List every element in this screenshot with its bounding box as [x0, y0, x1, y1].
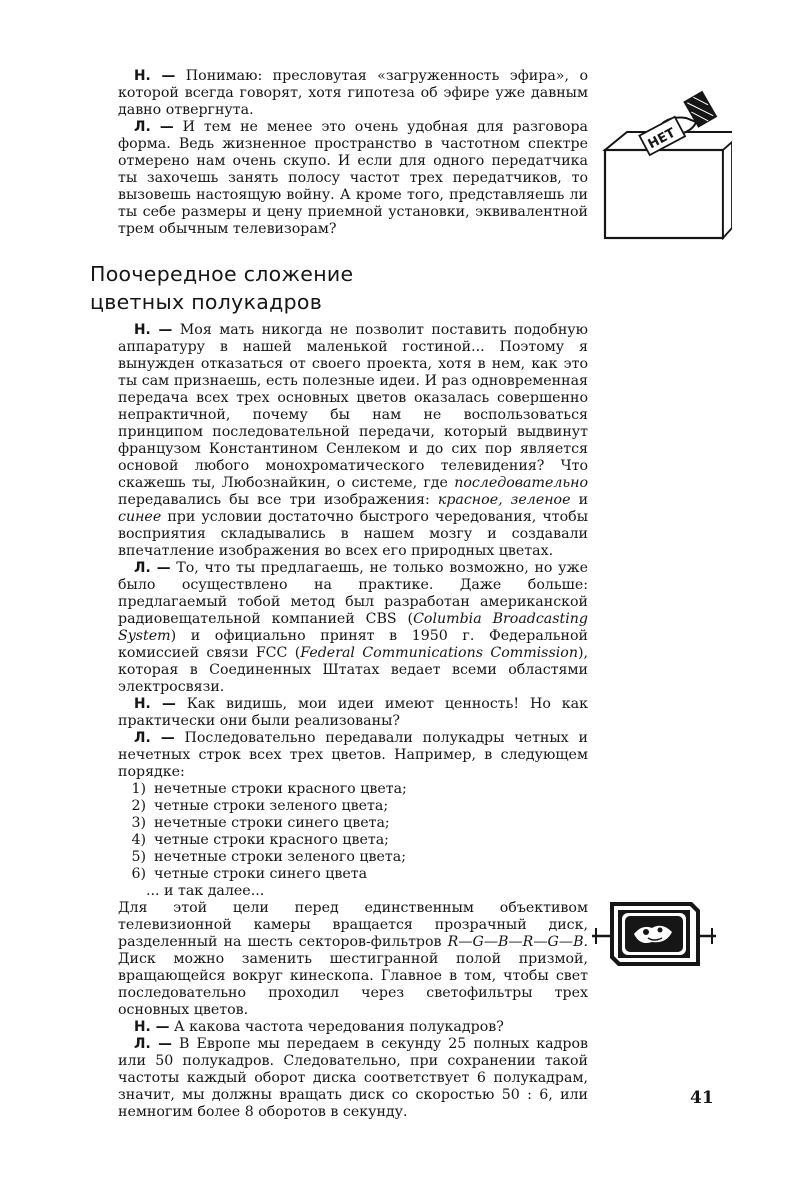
paragraph-text: Моя мать никогда не позволит поставить подобную аппаратуру в нашей маленькой гостиной... Поэтому я вынужден отказаться от своего проекта, хотя в нем, как это ты сам признаешь, есть полезные идеи. И раз одновременная передача всех трех основных цветов оказалась совершенно непрактичной, почему бы нам не воспользоваться принципом последовательной передачи, который выдвинут французом Константином Сенлеком и до сих пор является основой любого монохроматического телевидения? Что скажешь ты, Любознайкин, о системе, где — [118, 322, 589, 491]
speaker-l-label: Л. — — [134, 1036, 172, 1052]
list-item — [118, 815, 588, 832]
ballot-box-illustration — [598, 88, 732, 244]
list-text: четные строки красного цвета; — [154, 832, 389, 848]
list-item — [118, 866, 588, 883]
heading-line-2: цветных полукадров — [90, 290, 323, 314]
paragraph-l-spectrum — [118, 119, 588, 238]
speaker-l-label: Л. — — [134, 730, 175, 746]
list-number: 5) — [131, 849, 146, 865]
speaker-n-label: Н. — — [134, 1019, 170, 1035]
paragraph-text: ), которая в Соединенных Штатах ведает всеми областями электросвязи. — [118, 645, 589, 695]
speaker-n-label: Н. — — [134, 322, 173, 338]
list-item — [118, 832, 588, 849]
page-number: 41 — [690, 1088, 714, 1108]
list-item — [118, 798, 588, 815]
paragraph-text: Как видишь, мои идеи имеют ценность! Но как практически они были реализованы? — [118, 696, 589, 729]
list-item — [118, 849, 588, 866]
paragraph-text: А какова частота чередования полукадров? — [173, 1019, 504, 1035]
speaker-l-label: Л. — — [134, 560, 171, 576]
tv-prism-illustration — [592, 894, 716, 974]
list-number: 4) — [131, 832, 146, 848]
list-text: четные строки зеленого цвета; — [154, 798, 389, 814]
paragraph-n-ideas — [118, 696, 588, 730]
paragraph-n-ether — [118, 68, 588, 119]
paragraph-text: И тем не менее это очень удобная для разговора форма. Ведь жизненное пространство в частотном спектре отмерено нам очень скупо. И если для одного передатчика ты захочешь занять полосу частот трех передатчиков, то вызовешь настоящую войну. А кроме того, представляешь ли ты себе размеры и цену приемной установки, эквивалентной трем обычным телевизорам? — [118, 119, 588, 237]
paragraph-text: То, что ты предлагаешь, не только возможно, но уже было осуществлено на практике. Даже больше: предлагаемый тобой метод был разработан американской радиовещательной компанией CBS ( — [118, 560, 588, 627]
list-number: 3) — [131, 815, 146, 831]
paragraph-text: Диск можно заменить шестигранной полой призмой, вращающейся вокруг кинескопа. Главное в том, чтобы свет последовательно проходил через светофильтры трех основных цветов. — [118, 951, 588, 1018]
list-text: четные строки синего цвета — [154, 866, 368, 882]
paragraph-n-frequency — [118, 1019, 588, 1036]
paragraph-text: при условии достаточно быстрого чередования, чтобы восприятия складывались в нашем мозгу и создавали впечатление изображения во всех его природных цветах. — [118, 509, 588, 559]
list-item — [118, 781, 588, 798]
list-number: 2) — [131, 798, 146, 814]
main-dialogue — [118, 322, 588, 1121]
paragraph-l-cbs — [118, 560, 588, 696]
paragraph-l-order — [118, 730, 588, 781]
field-sequence-list — [118, 781, 588, 883]
ballot-label: НЕТ — [645, 125, 679, 153]
paragraph-n-sequential — [118, 322, 588, 560]
speaker-n-label: Н. — — [134, 68, 176, 84]
emphasis-text: последовательно — [454, 475, 588, 491]
paragraph-l-europe — [118, 1036, 588, 1121]
paragraph-text: В Европе мы передаем в секунду 25 полных кадров или 50 полукадров. Следовательно, при сохранении такой частоты каждый оборот диска соответствует 6 полукадрам, значит, мы должны вращать диск со скоростью 50 : 6, или немногим более 8 оборотов в секунду. — [118, 1036, 588, 1120]
emphasis-text: Federal Communications Commission — [300, 645, 578, 661]
list-text: нечетные строки красного цвета; — [154, 781, 407, 797]
paragraph-text: передавались бы все три изображения: — [118, 492, 430, 508]
list-number: 6) — [131, 866, 146, 882]
emphasis-text: красное, зеленое — [437, 492, 571, 508]
speaker-l-label: Л. — — [134, 119, 174, 135]
emphasis-text: R—G—B—R—G—B. — [447, 934, 589, 950]
list-text: нечетные строки синего цвета; — [154, 815, 390, 831]
speaker-n-label: Н. — — [134, 696, 176, 712]
intro-dialogue — [118, 68, 588, 238]
paragraph-text: ) и официально принят в 1950 г. Федеральной комиссией связи FCC ( — [118, 628, 588, 661]
paragraph-text: Для этой цели перед единственным объективом телевизионной камеры вращается прозрачный диск, разделенный на шесть секторов-фильтров — [118, 900, 588, 950]
paragraph-text: Последовательно передавали полукадры четных и нечетных строк всех трех цветов. Например, в следующем порядке: — [118, 730, 588, 780]
section-heading — [90, 260, 410, 316]
paragraph-text: Понимаю: пресловутая «загруженность эфира», о которой всегда говорят, хотя гипотеза об эфире уже давным давно отвергнута. — [118, 68, 588, 118]
list-continuation: ... и так далее... — [146, 883, 265, 899]
emphasis-text: синее — [118, 509, 162, 525]
heading-line-1: Поочередное сложение — [90, 262, 354, 286]
paragraph-filter-disk — [118, 900, 588, 1019]
emphasis-text: Columbia Broadcasting System — [118, 611, 589, 644]
paragraph-text: и — [578, 492, 589, 508]
list-text: нечетные строки зеленого цвета; — [154, 849, 407, 865]
list-number: 1) — [131, 781, 146, 797]
